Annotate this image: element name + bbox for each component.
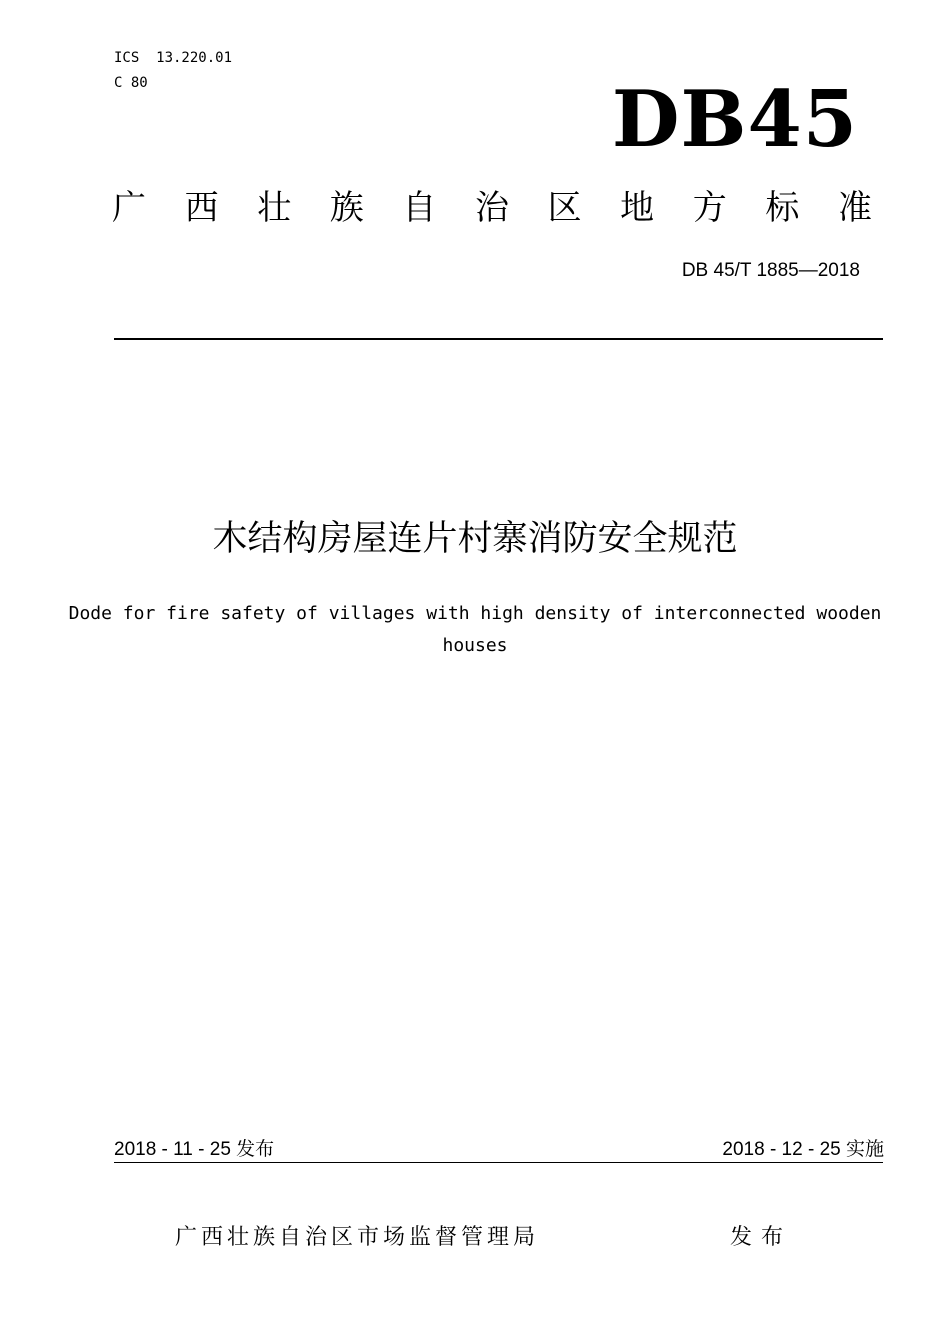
issue-date: 2018 - 11 - 25 发布 xyxy=(114,1139,275,1160)
publisher-name: 广西壮族自治区市场监督管理局 xyxy=(175,1225,540,1250)
standard-type-char: 区 xyxy=(547,188,582,228)
standard-type-char: 族 xyxy=(329,188,364,228)
standard-type-heading xyxy=(112,186,872,230)
standard-type-char: 壮 xyxy=(257,188,292,228)
document-title-english: Dode for fire safety of villages with high density of interconnected wooden houses xyxy=(68,603,882,656)
implementation-date: 2018 - 12 - 25 实施 xyxy=(722,1139,884,1160)
document-title-chinese: 木结构房屋连片村寨消防安全规范 xyxy=(212,519,738,559)
standard-type-char: 西 xyxy=(184,188,219,228)
standard-type-char: 广 xyxy=(112,188,146,228)
standard-type-char: 方 xyxy=(692,188,727,228)
standard-type-char: 自 xyxy=(402,188,437,228)
standard-number: DB 45/T 1885—2018 xyxy=(681,260,860,281)
standard-type-char: 准 xyxy=(837,188,872,228)
standard-type-char: 治 xyxy=(474,188,509,228)
standard-type-char: 地 xyxy=(620,188,655,228)
standard-code-logo: DB45 xyxy=(611,74,858,165)
header-divider xyxy=(114,338,883,340)
ccs-code: C 80 xyxy=(114,75,148,91)
footer-divider xyxy=(114,1162,883,1163)
ics-code: ICS 13.220.01 xyxy=(114,50,233,66)
publish-label: 发布 xyxy=(730,1225,793,1250)
standard-type-char: 标 xyxy=(765,188,800,228)
